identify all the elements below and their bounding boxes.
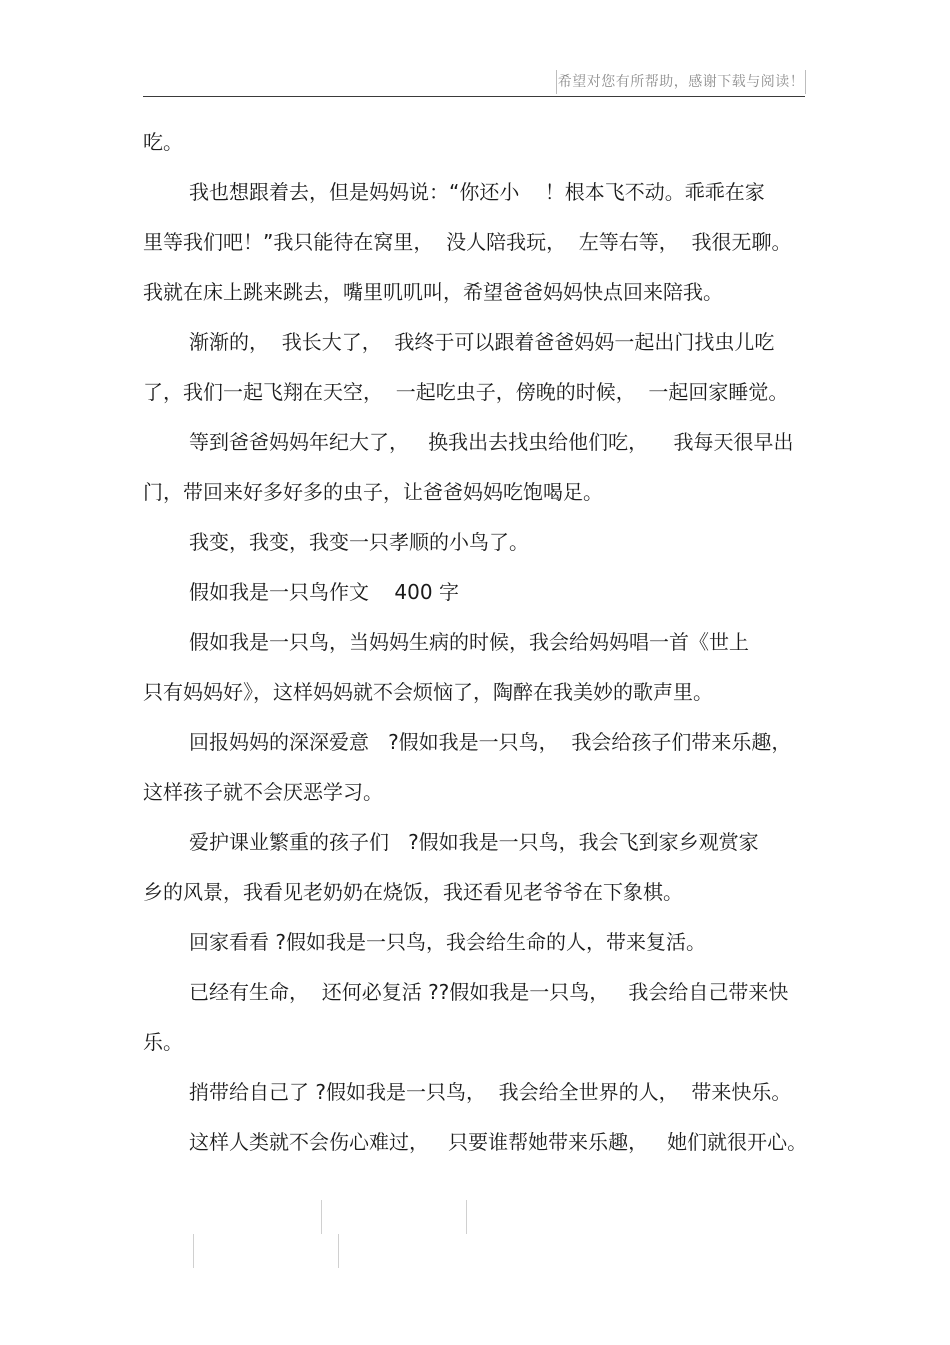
text-line: 爱护课业繁重的孩子们 ?假如我是一只鸟，我会飞到家乡观赏家 [189,830,759,854]
text-line: 乐。 [143,1030,183,1054]
scan-mark [193,1234,194,1268]
text-line: 我变，我变，我变一只孝顺的小鸟了。 [189,530,529,554]
text-line: 门，带回来好多好多的虫子，让爸爸妈妈吃饱喝足。 [143,480,603,504]
text-line: 捎带给自己了 ?假如我是一只鸟， 我会给全世界的人， 带来快乐。 [189,1080,792,1104]
text-line: 了，我们一起飞翔在天空， 一起吃虫子，傍晚的时候， 一起回家睡觉。 [143,380,789,404]
text-line: 回报妈妈的深深爱意 ?假如我是一只鸟， 我会给孩子们带来乐趣， [189,730,792,754]
scan-mark [321,1200,322,1234]
text-line: 我也想跟着去，但是妈妈说：“你还小 ！根本飞不动。乖乖在家 [189,180,765,204]
text-line: 乡的风景，我看见老奶奶在烧饭，我还看见老爷爷在下象棋。 [143,880,683,904]
text-line: 等到爸爸妈妈年纪大了， 换我出去找虫给他们吃， 我每天很早出 [189,430,794,454]
section-heading: 假如我是一只鸟作文 400 字 [189,580,459,604]
scan-mark [466,1200,467,1234]
text-line: 这样孩子就不会厌恶学习。 [143,780,383,804]
text-line: 只有妈妈好》，这样妈妈就不会烦恼了，陶醉在我美妙的歌声里。 [143,680,713,704]
text-line: 回家看看 ?假如我是一只鸟，我会给生命的人，带来复活。 [189,930,706,954]
text-line: 假如我是一只鸟，当妈妈生病的时候，我会给妈妈唱一首《世上 [189,630,749,654]
text-line: 吃。 [143,130,183,154]
header-banner: 希望对您有所帮助，感谢下载与阅读！ [556,70,806,94]
text-line: 里等我们吧！”我只能待在窝里， 没人陪我玩， 左等右等， 我很无聊。 [143,230,792,254]
text-line: 这样人类就不会伤心难过， 只要谁帮她带来乐趣， 她们就很开心。 [189,1130,808,1154]
scan-mark [338,1234,339,1268]
text-line: 已经有生命， 还何必复活 ??假如我是一只鸟， 我会给自己带来快 [189,980,789,1004]
text-line: 我就在床上跳来跳去，嘴里叽叽叫，希望爸爸妈妈快点回来陪我。 [143,280,723,304]
text-line: 渐渐的， 我长大了， 我终于可以跟着爸爸妈妈一起出门找虫儿吃 [189,330,775,354]
header-rule [143,96,805,97]
